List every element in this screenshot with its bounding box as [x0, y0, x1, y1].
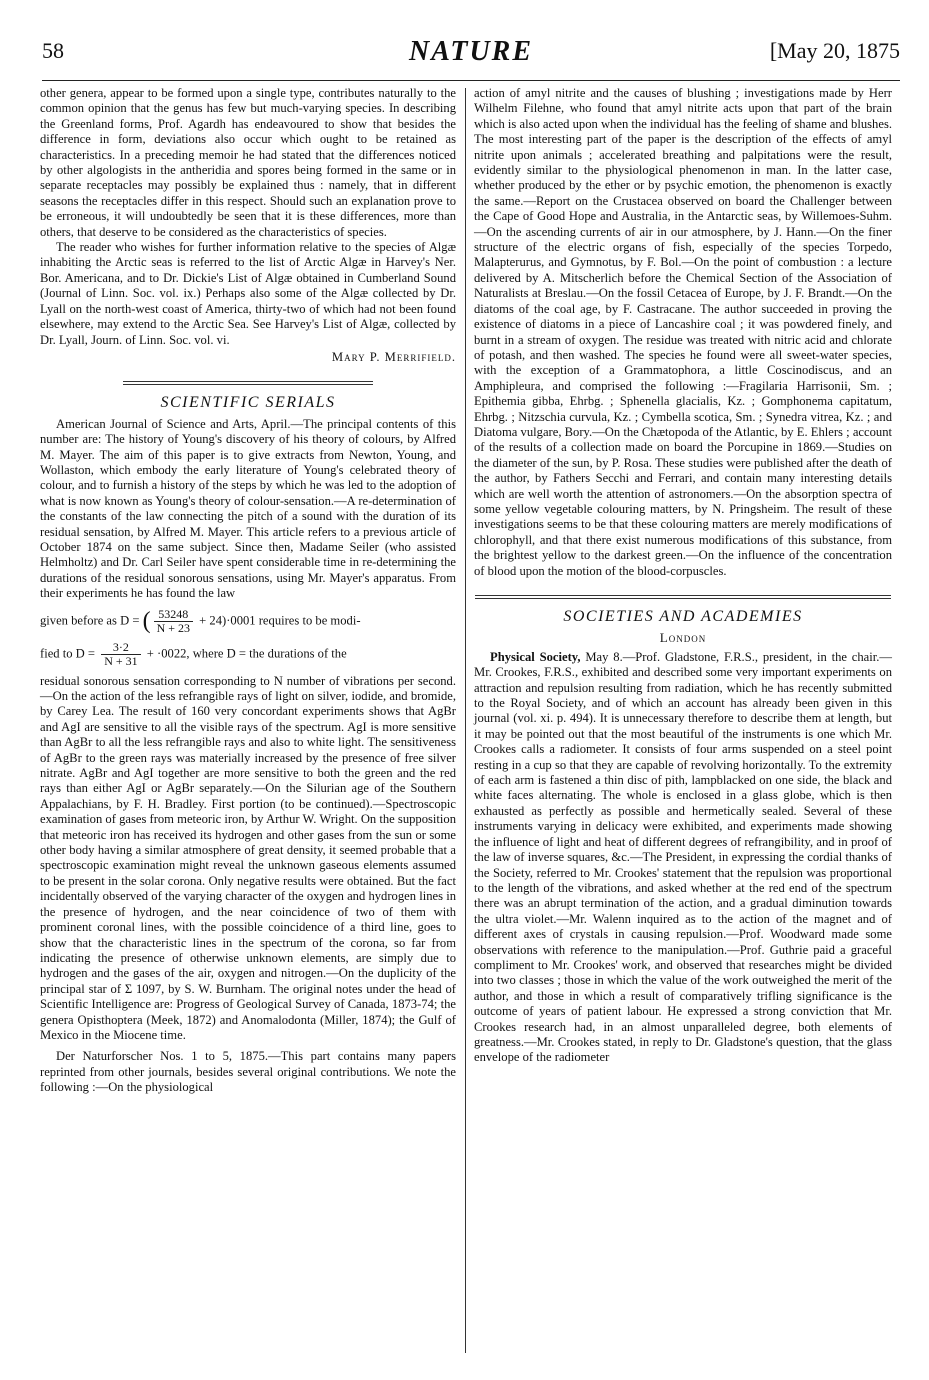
serials-paragraph-2: residual sonorous sensation corresponding to N number of vibrations per second.—On the action of the less refrangible rays of light on silver, iodide, and bromide, by Carey Lea. The result of 160 very concordant experiments shows that AgBr and AgI are sensitive to all the visible rays of the spectrum. AgI is more sensitive than AgBr to all the less refrangible rays and also to white light. The sensitiveness of AgBr to the green rays was materially increased by the presence of free silver nitrate. AgBr and AgI together are more sensitive to both the green and the red rays than either AgI or AgBr separately.—On the Silurian age of the Southern Appalachians, by F. H. Bradley. First portion (to be continued).—Spectroscopic examination of gases from meteoric iron, by Arthur W. Wright. On the supposition that meteoric iron has received its hydrogen and other gases from the sun or some other body having a similar atmosphere of great density, it seemed probable that a spectroscopic examination might reveal the unknown gaseous elements assumed to be present in the solar corona. Only negative results were obtained. But the fact incidentally observed of the varying character of the oxygen and hydrogen lines in the presence of hydrogen, and the near coincidence of two of them with prominent coronal lines, with the possible coincidence of a third line, goes to show that the characteristic lines in the spectrum of the corona, so far from indicating the presence of otherwise unknown elements, are simply due to hydrogen and the gases of the air, oxygen and nitrogen.—On the duplicity of the principal star of Σ 1097, by S. W. Burnham. The original notes under the head of Scientific Intelligence are: Progress of Geological Survey of Canada, 1873-74; the genera Opisthoptera (Meek, 1872) and Anomalodonta (Miller, 1874); the Gulf of Mexico in the Miocene time. — [40, 673, 456, 1042]
naturforscher-continuation: action of amyl nitrite and the causes of blushing ; investigations made by Herr Wilhelm Filehne, who found that amyl nitrite acts upon that part of the brain which is also acted upon when the individual has the feeling of shame and blushes. The most interesting part of the paper is the description of the effects of amyl nitrite upon animals ; accelerated breathing and palpitations were the result, evidently similar to the physiological phenomenon in man. In the latter case, whether produced by the ether or by psychic emotion, the phenomenon is exactly the same.—Report on the Crustacea observed on board the Challenger between the Cape of Good Hope and Australia, in the Antarctic seas, by Willemoes-Suhm.—On the ascending currents of air in our atmosphere, by J. Hann.—On the finer structure of the electric organs of fish, especially of the species Torpedo, Malapterurus, and Gymnotus, by F. Bol.—On the point of combustion : a lecture delivered by A. Mitscherlich before the Chemical Section of the Association of Naturalists at Breslau.—On the fossil Cetacea of Europe, by J. F. Brandt.—On the diatoms of the coal age, by F. Castracane. The author succeeded in proving the existence of diatoms in a piece of Lancashire coal ; it was powdered finely, and burnt in a stream of oxygen. The residue was treated with nitric acid and chlorate of potash, and then washed. The species he found were all sweet-water species, with the exception of a Grammatophora, a little Coscinodiscus, and an Amphipleura, and comprised the following :—Fragilaria Harrisonii, Sm. ; Epithemia gibba, Ehrbg. ; Sphenella glacialis, Kz. ; Gomphonema capitatum, Ehrbg. ; Nitzschia curvula, Kz. ; Cymbella scotica, Sm. ; Synedra vitrea, Kz. ; and Diatoma vulgare, Bory.—On the Chætopoda of the Atlantic, by E. Ehlers ; account of the results of a collection made on board the Porcupine in 1869.—Studies on the diameter of the sun, by P. Rosa. These studies were published after the death of the author, by Fathers Secchi and Ferrari, and contain many interesting details which are well worth the attention of astronomers.—On the absorption spectra of some yellow vegetable colouring matters, by N. Pringsheim. The result of these investigations seems to be that these colouring matters are merely modifications of chlorophyll, and that there exist numerous modifications of this substance, from the brightest yellow to the darkest green.—On the influence of the concentration of blood upon the motion of the blood-corpuscles. — [474, 86, 892, 578]
serials-paragraph-1: American Journal of Science and Arts, April.—The principal contents of this number are: The history of Young's discovery of his theory of colours, by Alfred M. Mayer. The aim of this paper is to give extracts from Newton, Young, and Wollaston, which embody the early literature of Young's celebrated theory of colour, and to furnish a history of the steps by which he was led to the adoption of what is now known as Young's theory of colour-sensation.—A re-determination of the constants of the law connecting the pitch of a sound with the duration of its residual sensation, by Alfred M. Mayer. This article refers to a previous article of October 1874 on the same subject. Since then, Madame Seiler (who assisted Helmholtz) and Dr. Carl Seiler have spent considerable time in re-determining the durations of the residual sonorous sensations, using Mr. Mayer's apparatus. From their experiments he has found the law — [40, 416, 456, 601]
section-title-societies: SOCIETIES AND ACADEMIES — [563, 608, 803, 625]
section-title-scientific-serials: SCIENTIFIC SERIALS — [160, 394, 336, 412]
physical-society-text: May 8.—Prof. Gladstone, F.R.S., president, in the chair.—Mr. Crookes, F.R.S., exhibited and described some very important experiments on attraction and repulsion resulting from radiation, which he has recently submitted to the Royal Society, and of which an account has already been given in this journal (vol. xi. p. 494). It is unnecessary therefore to describe them at length, but it may be pointed out that the most beautiful of the instruments is one which Mr. Crookes calls a radiometer. It consists of four arms suspended on a steel point resting in a cup so that they are capable of revolving horizontally. To the extremity of each arm is fastened a thin disc of pith, lampblacked on one side, the black and white faces alternating. The whole is enclosed in a glass globe, which is then exhausted as perfectly as possible and hermetically sealed. Several of these instruments varying in delicacy were exhibited, and experiments made showing the influence of light and heat of different degrees of refrangibility, and in proof of the law of inverse squares, &c.—The President, in expressing the cordial thanks of the Society, referred to Mr. Crookes' statement that the repulsion was proportional to the length of the vibrations, and asked whether at the red end of the spectrum there was an abrupt termination of the action, and a gradual diminution towards the ultra violet.—Mr. Walenn inquired as to the action of the magnet and of different axes of crystals in causing repulsion.—Prof. Woodward made some observations with reference to the manipulation.—Prof. Guthrie paid a graceful compliment to Mr. Crookes' work, and observed that researches might be divided into two classes ; those in which the value of the work outweighed the merit of the author, and those in which a result of comparatively trifling significance is the outcome of years of patient labour. He expressed a strong conviction that Mr. Crookes research had, in an almost unparalleled degree, both elements of greatness.—Mr. Crookes stated, in reply to Dr. Gladstone's question, that the glass envelope of the radiometer — [474, 649, 892, 1065]
header-rule — [42, 80, 900, 81]
column-divider — [465, 88, 466, 1353]
formula-2-post: + ·0022, where D = the durations of the — [146, 645, 347, 660]
formula-2-pre: fied to D = — [40, 645, 96, 660]
physical-society-lead: Physical Society, — [490, 649, 581, 664]
formula-1-post: + 24)·0001 requires to be modi- — [199, 612, 361, 627]
author-signature: Mary P. Merrifield. — [331, 349, 456, 364]
formula-1-numerator: 53248 — [154, 608, 193, 622]
algae-paragraph-1: other genera, appear to be formed upon a single type, contributes naturally to the common opinion that the genus has few but much-varying species. In describing the Greenland forms, Prof. Agardh has endeavoured to show that besides the difference in form, deviations also occur which ought to be retained as characteristics. In a preceding memoir he had stated that the differences noticed by other algologists in the antheridia and spores being formed in the same or in separate receptacles may possibly be explained thus : namely, that in different seasons the receptacles differ in this respect. Should such an explanation prove to be erroneous, it will undoubtedly be seen that it is these differences, more than others, that deserve to be considered as the characteristics of species. — [40, 86, 456, 239]
issue-date: [May 20, 1875 — [769, 38, 900, 63]
formula-2-denominator: N + 31 — [104, 653, 138, 668]
journal-title: NATURE — [408, 36, 534, 67]
formula-2 — [40, 641, 456, 668]
page-number: 58 — [42, 38, 64, 63]
formula-1-fraction — [154, 608, 193, 635]
formula-1-denominator: N + 23 — [156, 620, 191, 635]
subsection-london: London — [659, 630, 707, 646]
formula-1: given before as D = ( $\frac{53248}{N + 23}$ + 24)·0001 requires to be modi- — [40, 606, 361, 635]
formula-2-fraction — [101, 641, 140, 668]
section-rule — [123, 381, 373, 385]
section-rule-societies — [475, 595, 891, 599]
left-column — [40, 86, 456, 1096]
right-column — [474, 86, 892, 1066]
physical-society-paragraph — [474, 650, 892, 1066]
page-header — [42, 34, 900, 74]
algae-paragraph-2: The reader who wishes for further information relative to the species of Algæ inhabiting the Arctic seas is referred to the list of Arctic Algæ in Harvey's Ner. Bor. Americana, and to Dr. Dickie's List of Algæ obtained in Cumberland Sound (Journal of Linn. Soc. vol. ix.) Perhaps also some of the Algæ collected by Dr. Lyall on the north-west coast of America, thirty-two of which had not been found elsewhere, may extend to the Arctic Sea. See Harvey's List of Algæ, collected by Dr. Lyall, Journ. of Linn. Soc. vol. vi. — [40, 240, 456, 347]
formula-2-numerator: 3·2 — [101, 641, 140, 655]
serials-paragraph-3: Der Naturforscher Nos. 1 to 5, 1875.—This part contains many papers reprinted from other journals, besides several original contributions. We note the following :—On the physiological — [40, 1049, 456, 1095]
formula-1-pre: given before as D = — [40, 612, 140, 627]
